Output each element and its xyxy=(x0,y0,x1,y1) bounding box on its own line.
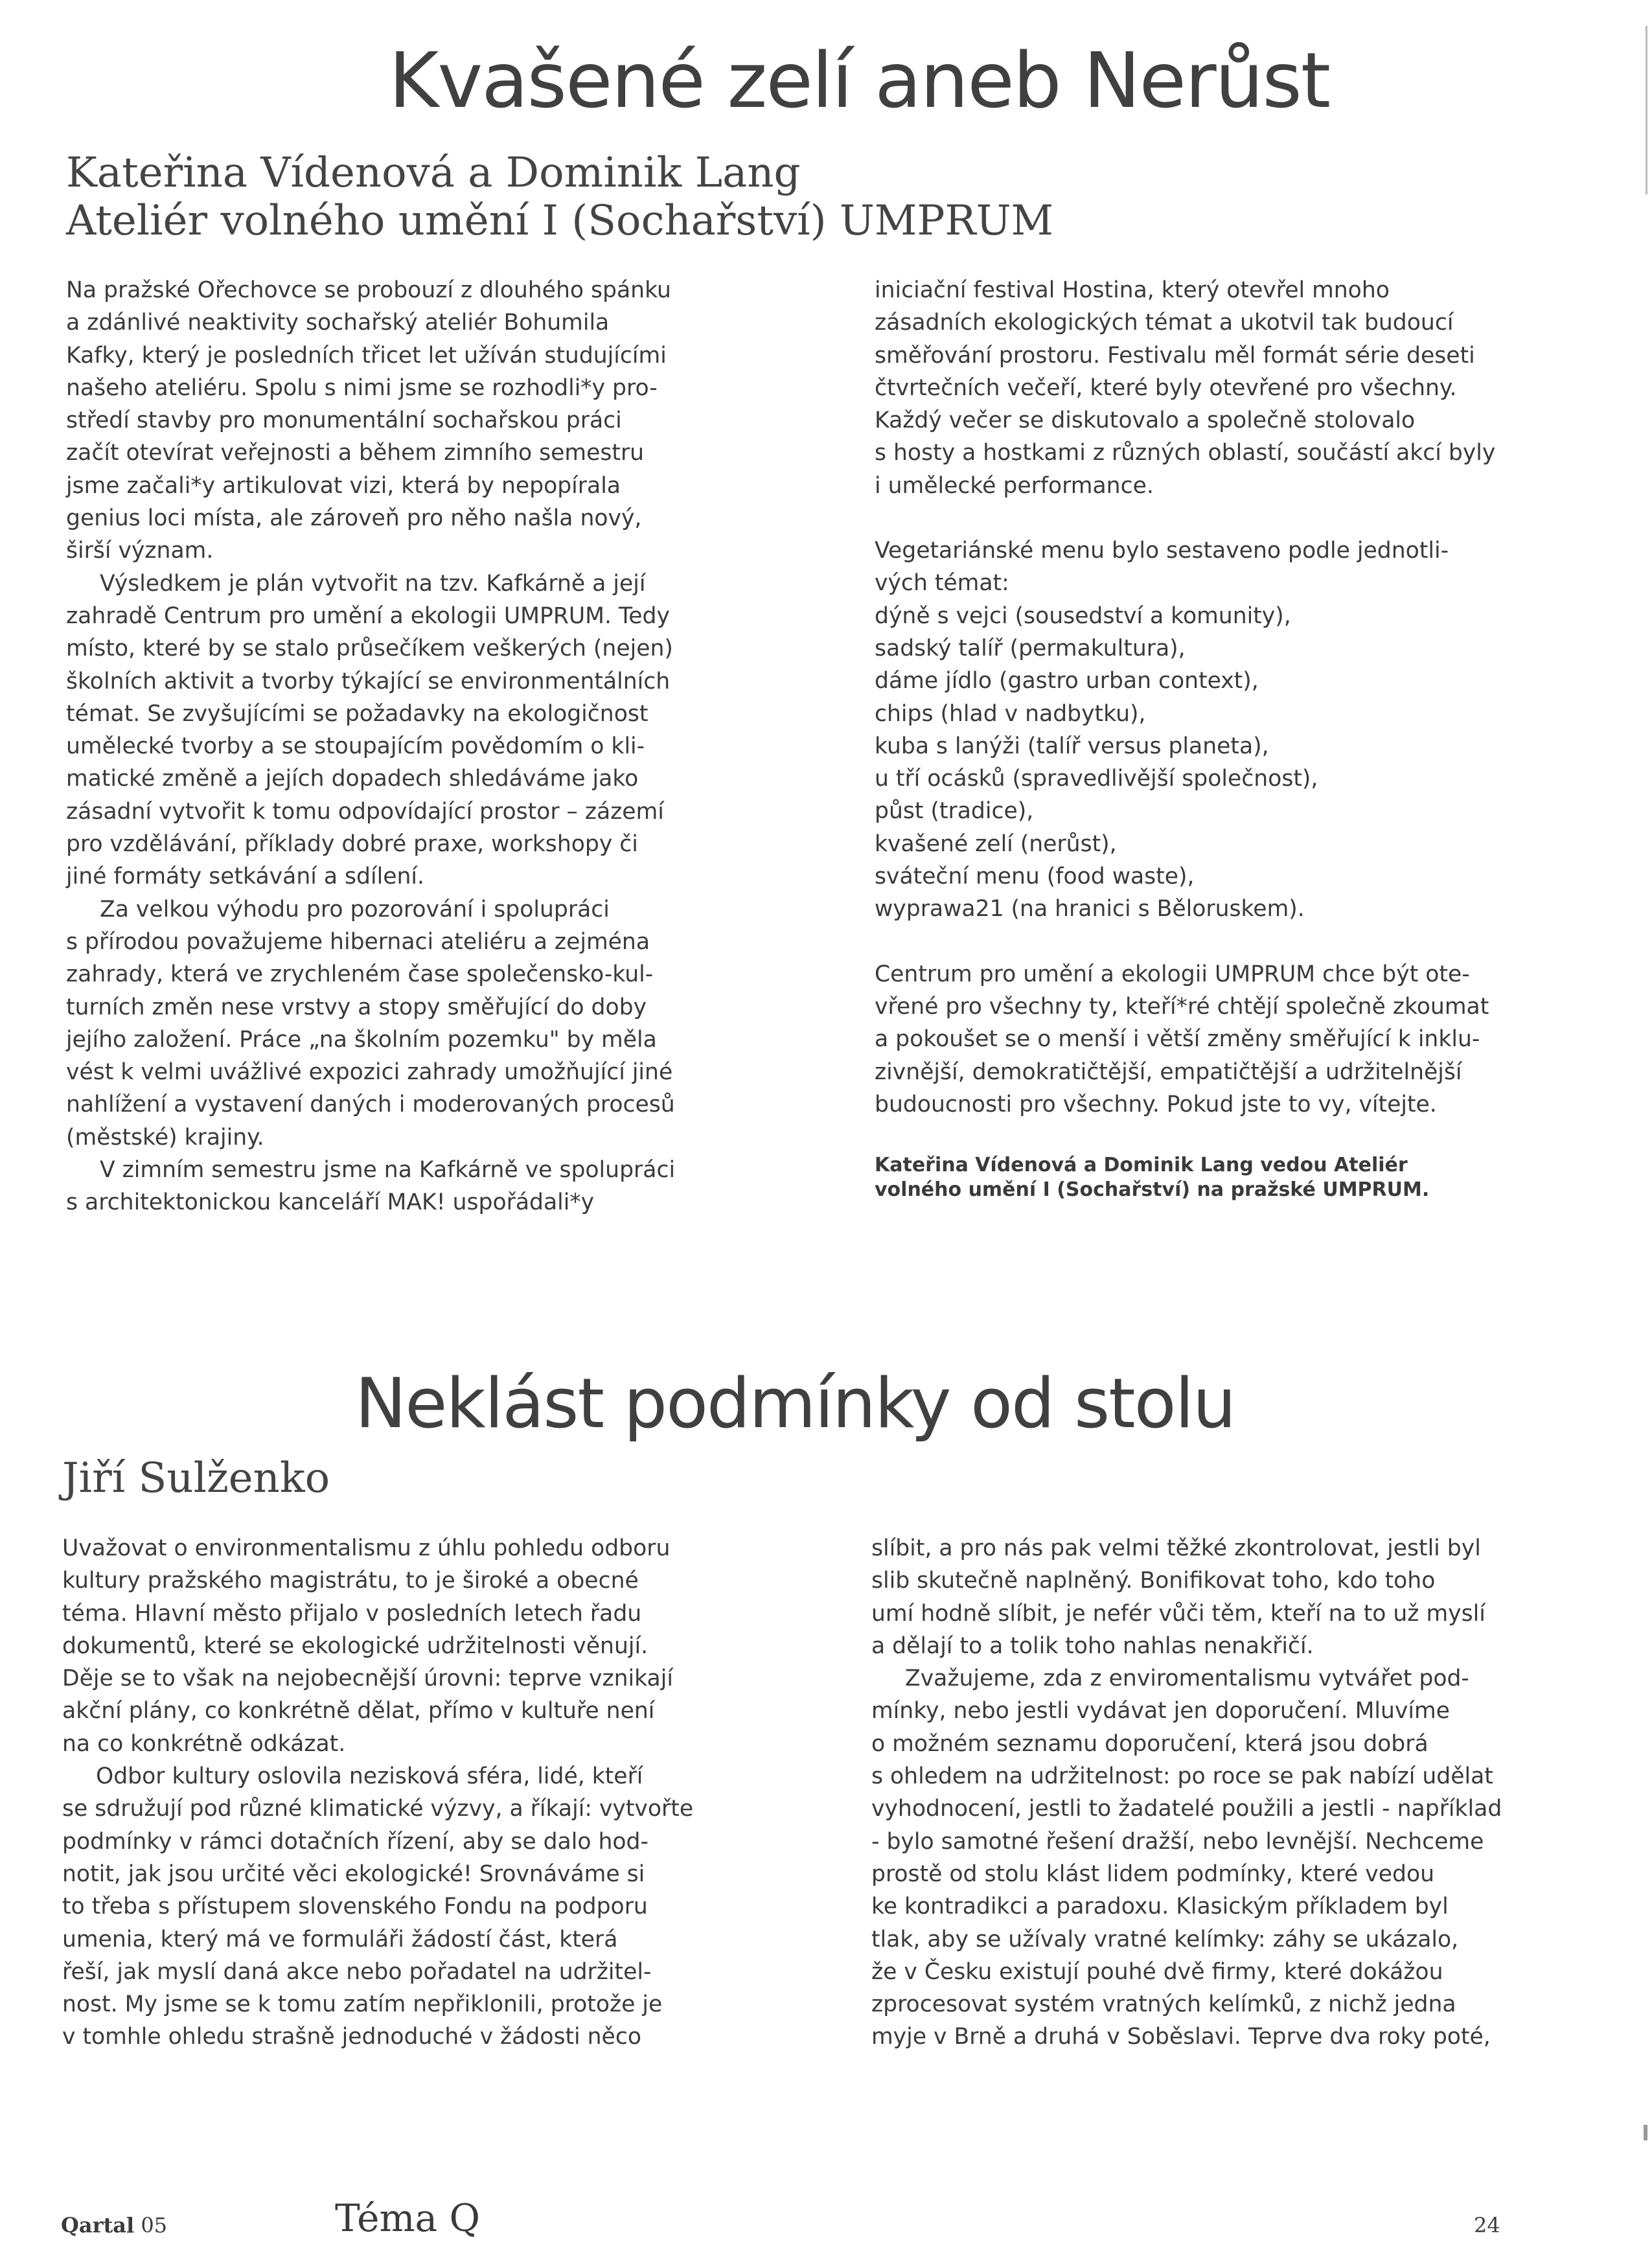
paragraph-gap xyxy=(875,926,1495,958)
text-line: témat. Se zvyšujícími se požadavky na ekologičnost xyxy=(66,700,648,727)
text-line: o možném seznamu doporučení, která jsou dobrá xyxy=(871,1730,1428,1757)
text-line: dýně s vejci (sousedství a komunity), xyxy=(875,602,1291,629)
text-line: mínky, nebo jestli vydávat jen doporučení. Mluvíme xyxy=(871,1698,1450,1724)
text-line: Uvažovat o environmentalismu z úhlu pohledu odboru xyxy=(62,1535,671,1561)
text-line: na co konkrétně odkázat. xyxy=(62,1730,346,1757)
article-column-left xyxy=(62,1532,693,2054)
text-line: akční plány, co konkrétně dělat, přímo v kultuře není xyxy=(62,1698,655,1724)
text-line: slíbit, a pro nás pak velmi těžké zkontrolovat, jestli byl xyxy=(871,1535,1481,1561)
byline-line: Ateliér volného umění I (Sochařství) UMPRUM xyxy=(66,197,1054,245)
article-byline xyxy=(66,149,1053,245)
text-line: se sdružují pod různé klimatické výzvy, a říkají: vytvořte xyxy=(62,1796,694,1822)
text-line: umenia, který má ve formuláři žádostí část, která xyxy=(62,1926,618,1953)
text-line: dáme jídlo (gastro urban context), xyxy=(875,668,1259,694)
text-line: zivnější, demokratičtější, empatičtější a udržitelnější xyxy=(875,1059,1462,1085)
text-line: zásadních ekologických témat a ukotvil tak budoucí xyxy=(875,310,1454,336)
text-line: myje v Brně a druhá v Soběslavi. Teprve dva roky poté, xyxy=(871,2024,1491,2050)
article-byline xyxy=(62,1454,330,1502)
text-line: vřené pro všechny ty, kteří*ré chtějí společně zkoumat xyxy=(875,993,1489,1020)
text-line: jsme začali*y artikulovat vizi, která by nepopírala xyxy=(66,472,621,499)
text-line: nost. My jsme se k tomu zatím nepřiklonili, protože je xyxy=(62,1991,663,2018)
byline-line: Jiří Sulženko xyxy=(62,1454,330,1502)
text-line: čtvrtečních večeří, které byly otevřené pro všechny. xyxy=(875,374,1457,401)
scan-edge-mark xyxy=(1646,26,1647,194)
text-line: u tří ocásků (spravedlivější společnost), xyxy=(875,766,1318,792)
text-line: jejího založení. Práce „na školním pozemku" by měla xyxy=(66,1026,657,1053)
text-line: Každý večer se diskutovalo a společně stolovalo xyxy=(875,407,1416,434)
text-line: prostě od stolu klást lidem podmínky, které vedou xyxy=(871,1861,1435,1887)
text-line: kvašené zelí (nerůst), xyxy=(875,830,1117,857)
text-line: a pokoušet se o menší i větší změny směřující k inklu- xyxy=(875,1026,1480,1053)
magazine-name: Qartal xyxy=(61,2213,135,2238)
text-line: V zimním semestru jsme na Kafkárně ve spolupráci xyxy=(100,1157,676,1184)
article-title: Neklást podmínky od stolu xyxy=(355,1364,1235,1443)
text-line: umělecké tvorby a se stoupajícím povědomím o kli- xyxy=(66,733,645,760)
text-line: Na pražské Ořechovce se probouzí z dlouhého spánku xyxy=(66,277,671,303)
text-line: kultury pražského magistrátu, to je široké a obecné xyxy=(62,1568,639,1594)
text-line: Výsledkem je plán vytvořit na tzv. Kafkárně a její xyxy=(100,570,646,597)
author-note-line: volného umění I (Sochařství) na pražské UMPRUM. xyxy=(875,1178,1430,1202)
text-line: vést k velmi uvážlivé expozici zahrady umožňující jiné xyxy=(66,1059,673,1086)
author-note-line: Kateřina Vídenová a Dominik Lang vedou Ateliér xyxy=(875,1154,1408,1177)
text-line: tlak, aby se užívaly vratné kelímky: záhy se ukázalo, xyxy=(871,1926,1459,1953)
text-line: pro vzdělávání, příklady dobré praxe, workshopy či xyxy=(66,831,638,858)
text-line: s přírodou považujeme hibernaci ateliéru a zejména xyxy=(66,928,650,955)
text-line: iniciační festival Hostina, který otevřel mnoho xyxy=(875,277,1390,303)
footer-section: Téma Q xyxy=(335,2196,481,2240)
byline-line: Kateřina Vídenová a Dominik Lang xyxy=(66,149,801,197)
text-line: Kafky, který je posledních třicet let užíván studujícími xyxy=(66,342,667,369)
text-line: Děje se to však na nejobecnější úrovni: teprve vznikají xyxy=(62,1666,673,1692)
text-line: slib skutečně naplněný. Bonifikovat toho, kdo toho xyxy=(871,1568,1436,1594)
text-line: dokumentů, které se ekologické udržitelnosti věnují. xyxy=(62,1632,648,1659)
text-line: téma. Hlavní město přijalo v posledních letech řadu xyxy=(62,1600,642,1627)
text-line: umí hodně slíbit, je nefér vůči těm, kteří na to už myslí xyxy=(871,1600,1486,1627)
text-line: s hosty a hostkami z různých oblastí, součástí akcí byly xyxy=(875,440,1496,466)
text-line: kuba s lanýži (talíř versus planeta), xyxy=(875,733,1269,759)
text-line: budoucnosti pro všechny. Pokud jste to vy, vítejte. xyxy=(875,1091,1437,1117)
paragraph-gap xyxy=(875,1121,1495,1153)
text-line: Zvažujeme, zda z enviromentalismu vytvářet pod- xyxy=(905,1666,1469,1692)
text-line: to třeba s přístupem slovenského Fondu na podporu xyxy=(62,1894,648,1920)
text-line: (městské) krajiny. xyxy=(66,1124,264,1151)
text-line: Centrum pro umění a ekologii UMPRUM chce být ote- xyxy=(875,961,1470,987)
article-column-right xyxy=(875,274,1495,1202)
text-line: zahradě Centrum pro umění a ekologii UMPRUM. Tedy xyxy=(66,602,670,629)
text-line: genius loci místa, ale zároveň pro něho našla nový, xyxy=(66,505,642,532)
paragraph-gap xyxy=(875,502,1495,534)
text-line: místo, které by se stalo průsečíkem veškerých (nejen) xyxy=(66,636,673,662)
text-line: a zdánlivé neaktivity sochařský ateliér Bohumila xyxy=(66,310,610,336)
text-line: ke kontradikci a paradoxu. Klasickým příkladem byl xyxy=(871,1894,1449,1920)
text-line: turních změn nese vrstvy a stopy směřující do doby xyxy=(66,994,647,1020)
text-line: zahrady, která ve zrychleném čase společensko-kul- xyxy=(66,961,654,988)
text-line: řeší, jak myslí daná akce nebo pořadatel na udržitel- xyxy=(62,1958,652,1985)
text-line: našeho ateliéru. Spolu s nimi jsme se rozhodli*y pro- xyxy=(66,374,658,401)
text-line: a dělají to a tolik toho nahlas nenakřičí. xyxy=(871,1632,1314,1659)
text-line: směřování prostoru. Festivalu měl formát série deseti xyxy=(875,342,1475,369)
text-line: Odbor kultury oslovila nezisková sféra, lidé, kteří xyxy=(96,1763,643,1790)
text-line: Vegetariánské menu bylo sestaveno podle jednotli- xyxy=(875,538,1449,564)
issue-number: 05 xyxy=(141,2213,168,2238)
text-line: středí stavby pro monumentální sochařskou práci xyxy=(66,407,622,434)
text-line: sadský talíř (permakultura), xyxy=(875,635,1186,661)
text-line: Za velkou výhodu pro pozorování i spolupráci xyxy=(100,896,610,922)
text-line: v tomhle ohledu strašně jednoduché v žádosti něco xyxy=(62,2024,642,2050)
text-line: wyprawa21 (na hranici s Běloruskem). xyxy=(875,896,1305,922)
text-line: širší význam. xyxy=(66,538,214,564)
text-line: začít otevírat veřejnosti a během zimního semestru xyxy=(66,440,645,466)
text-line: vyhodnocení, jestli to žadatelé použili a jestli - například xyxy=(871,1796,1502,1822)
text-line: zprocesovat systém vratných kelímků, z nichž jedna xyxy=(871,1991,1456,2018)
text-line: sváteční menu (food waste), xyxy=(875,864,1195,890)
text-line: s architektonickou kanceláří MAK! uspořádali*y xyxy=(66,1189,595,1216)
footer-magazine xyxy=(61,2213,167,2238)
text-line: chips (hlad v nadbytku), xyxy=(875,700,1146,727)
text-line: notit, jak jsou určité věci ekologické! Srovnáváme si xyxy=(62,1861,645,1887)
text-line: - bylo samotné řešení dražší, nebo levnější. Nechceme xyxy=(871,1828,1484,1855)
text-line: podmínky v rámci dotačních řízení, aby se dalo hod- xyxy=(62,1828,648,1855)
article-title: Kvašené zelí aneb Nerůst xyxy=(389,36,1330,125)
text-line: i umělecké performance. xyxy=(875,472,1154,499)
article-column-right xyxy=(871,1532,1502,2054)
scan-edge-mark xyxy=(1644,2125,1647,2140)
text-line: nahlížení a vystavení daných i moderovaných procesů xyxy=(66,1092,675,1118)
article-column-left xyxy=(66,274,675,1219)
text-line: půst (tradice), xyxy=(875,798,1034,825)
text-line: vých témat: xyxy=(875,570,1009,597)
text-line: matické změně a jejích dopadech shledáváme jako xyxy=(66,766,639,792)
text-line: jiné formáty setkávání a sdílení. xyxy=(66,864,424,890)
page-number: 24 xyxy=(1474,2213,1500,2238)
text-line: s ohledem na udržitelnost: po roce se pak nabízí udělat xyxy=(871,1763,1493,1790)
text-line: školních aktivit a tvorby týkající se environmentálních xyxy=(66,668,671,694)
text-line: zásadní vytvořit k tomu odpovídající prostor – zázemí xyxy=(66,798,664,825)
text-line: že v Česku existují pouhé dvě firmy, které dokážou xyxy=(871,1958,1443,1985)
